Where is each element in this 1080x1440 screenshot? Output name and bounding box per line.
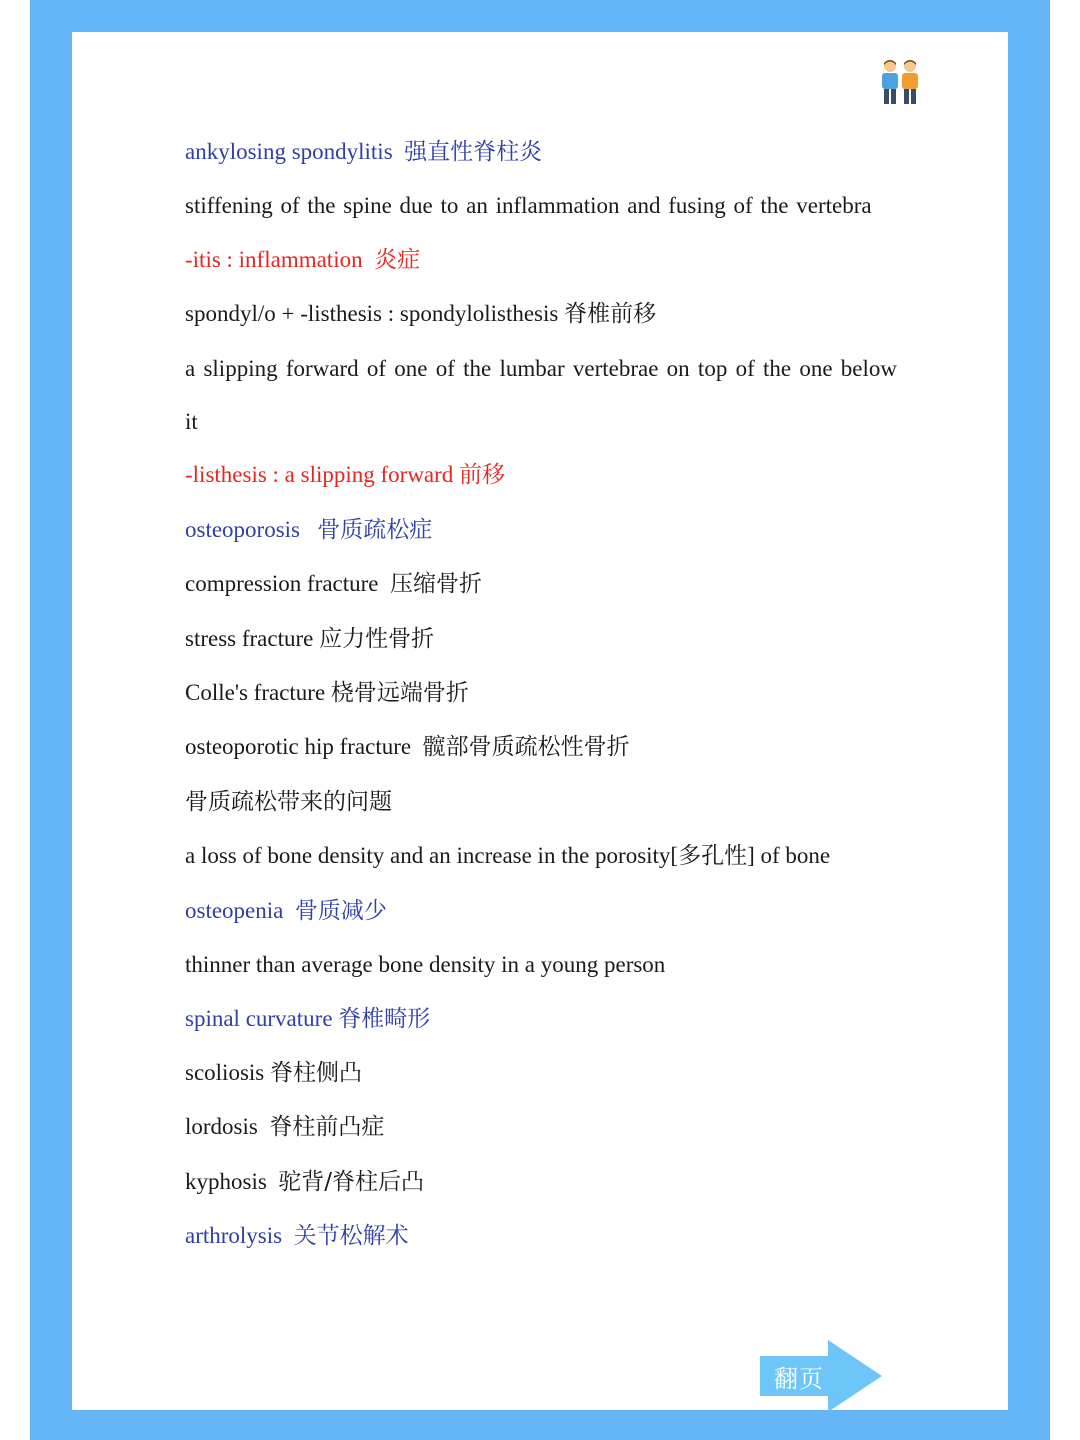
term-line: osteopenia 骨质减少 [185,897,387,924]
definition-line: stiffening of the spine due to an inflammation and fusing of the vertebra [185,193,872,219]
section-line: 骨质疏松带来的问题 [185,788,392,815]
term-line: Colle's fracture 桡骨远端骨折 [185,680,469,707]
root-line: -itis : inflammation 炎症 [185,246,421,273]
term-line: scoliosis 脊柱侧凸 [185,1059,362,1086]
term-line: osteoporosis 骨质疏松症 [185,516,433,543]
term-line: arthrolysis 关节松解术 [185,1223,409,1250]
two-people-icon [878,58,922,106]
term-line: lordosis 脊柱前凸症 [185,1114,385,1141]
definition-line: a slipping forward of one of the lumbar vertebrae on top of the one below it [185,355,897,435]
next-page-label[interactable]: 翻页 [774,1365,824,1393]
root-line: -listhesis : a slipping forward 前移 [185,462,506,489]
term-line: compression fracture 压缩骨折 [185,571,483,598]
vocabulary-list [185,125,897,1264]
term-line: stress fracture 应力性骨折 [185,625,435,652]
term-line: kyphosis 驼背/脊柱后凸 [185,1168,425,1195]
term-line: spinal curvature 脊椎畸形 [185,1005,431,1032]
term-line: osteoporotic hip fracture 髋部骨质疏松性骨折 [185,734,630,761]
definition-line: thinner than average bone density in a young person [185,952,666,978]
term-line: ankylosing spondylitis 强直性脊柱炎 [185,139,543,165]
definition-line: a loss of bone density and an increase in the porosity[多孔性] of bone [185,843,831,870]
term-line: spondyl/o + -listhesis : spondylolisthesis 脊椎前移 [185,301,657,328]
